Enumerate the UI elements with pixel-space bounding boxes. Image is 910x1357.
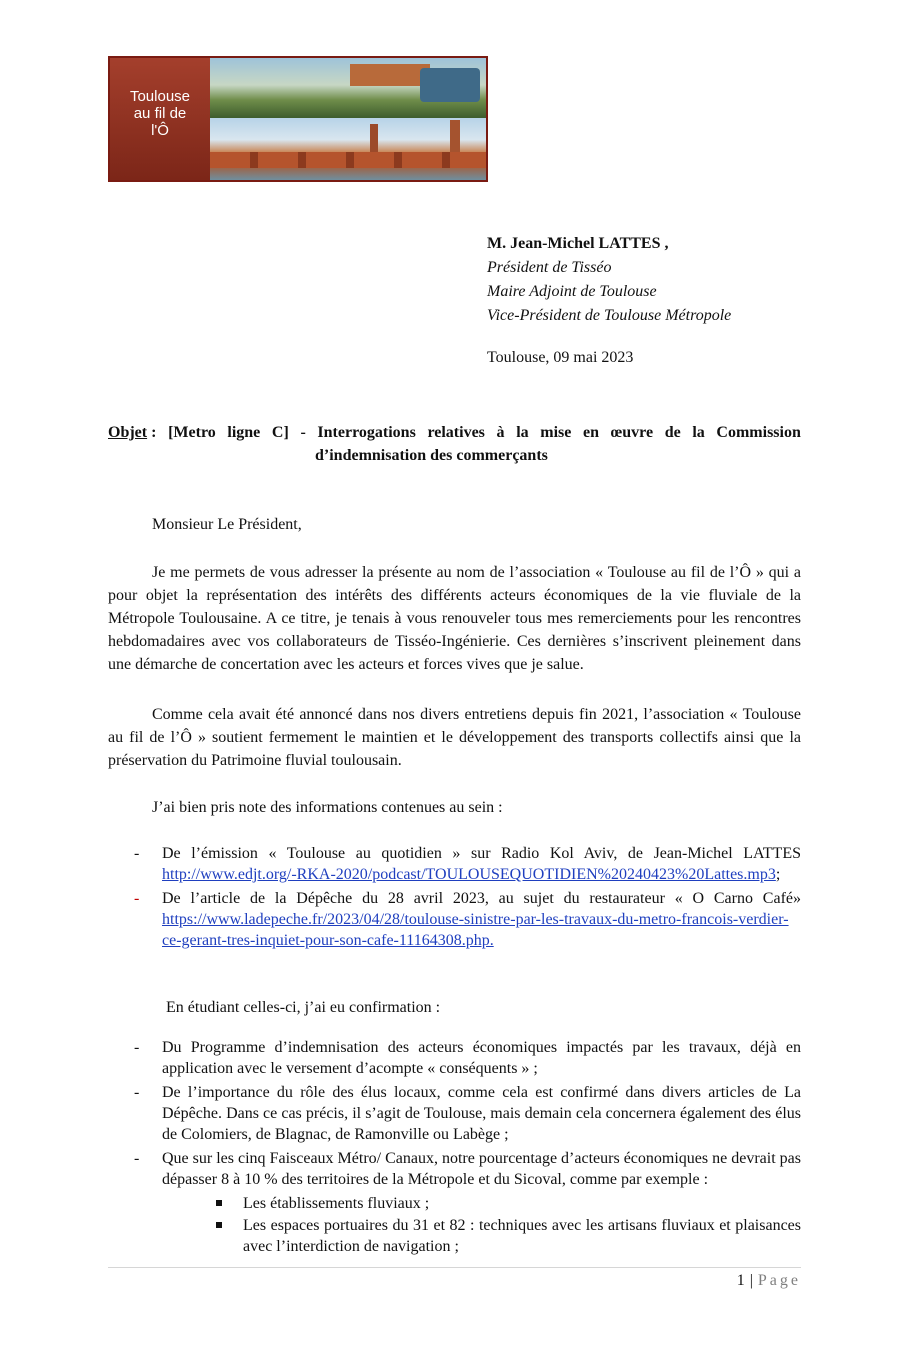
list-item-end: ;	[775, 866, 781, 883]
logo-text-line3: l'Ô	[151, 122, 169, 139]
square-bullet-icon	[216, 1222, 222, 1228]
subject-word: la	[516, 424, 529, 441]
sub-list	[108, 1193, 801, 1257]
subject-word: [Metro	[168, 424, 216, 441]
list-item-text: Que sur les cinq Faisceaux Métro/ Canaux, notre pourcentage d’acteurs économiques ne devrait pas dépasser 8 à 10 % des territoires de la Métropole et du Sicoval, comme par exemple :	[162, 1150, 801, 1188]
list-item	[108, 1082, 801, 1145]
recipient-role: Maire Adjoint de Toulouse	[487, 283, 657, 300]
article-link[interactable]: https://www.ladepeche.fr/2023/04/28/toulouse-sinistre-par-les-travaux-du-metro-francois-verdier-ce-gerant-tres-inquiet-pour-son-cafe-11164308.php.	[162, 911, 789, 949]
list-dash: -	[134, 890, 140, 907]
subject-line-1	[108, 421, 801, 444]
list-item-text: De l’article de la Dépêche du 28 avril 2023, au sujet du restaurateur « O Carno Café»	[162, 890, 801, 907]
sub-list-item	[108, 1193, 801, 1214]
subject-word: de	[664, 424, 681, 441]
subject-word: à	[496, 424, 505, 441]
subject-label: Objet	[108, 424, 148, 441]
recipient-role: Président de Tisséo	[487, 259, 612, 276]
bridge-shape	[210, 152, 486, 168]
list-dash: -	[134, 845, 140, 862]
paragraph-information: J’ai bien pris note des informations contenues au sein :	[152, 799, 503, 816]
list-dash: -	[134, 1039, 140, 1056]
subject-word: C]	[271, 424, 289, 441]
list-item	[108, 1037, 801, 1079]
barge-shape	[420, 68, 480, 102]
building-roof	[350, 64, 430, 86]
association-logo	[108, 56, 488, 182]
canal-photo	[210, 58, 486, 118]
list-item-text: De l’émission « Toulouse au quotidien » sur Radio Kol Aviv, de Jean-Michel LATTES	[162, 845, 801, 862]
confirmation-list	[108, 1037, 801, 1258]
page-word: Page	[757, 1272, 801, 1289]
logo-text	[118, 88, 202, 139]
page-number: 1	[736, 1272, 746, 1289]
subject-word: la	[692, 424, 705, 441]
sub-list-text: Les espaces portuaires du 31 et 82 : techniques avec les artisans fluviaux et plaisances avec l’interdiction de navigation ;	[243, 1217, 801, 1255]
subject-word: mise	[540, 424, 572, 441]
subject-word: en	[583, 424, 600, 441]
list-item	[108, 1148, 801, 1190]
sub-list-text: Les établissements fluviaux ;	[243, 1195, 430, 1212]
page-footer	[737, 1272, 801, 1290]
paragraph-confirmation: En étudiant celles-ci, j’ai eu confirmation :	[166, 999, 441, 1016]
list-item	[108, 888, 801, 951]
subject-line-2: d’indemnisation des commerçants	[315, 447, 548, 464]
letter-date: Toulouse, 09 mai 2023	[487, 349, 634, 366]
subject-word: Interrogations	[317, 424, 416, 441]
subject-word: -	[300, 424, 306, 441]
recipient-name: M. Jean-Michel LATTES ,	[487, 235, 669, 252]
footer-divider	[108, 1267, 801, 1268]
paragraph-support: Comme cela avait été annoncé dans nos divers entretiens depuis fin 2021, l’association « Toulouse au fil de l’Ô » soutient fermement le maintien et le développement des transports collectifs ainsi que la préservation du Patrimoine fluvial toulousain.	[108, 706, 801, 769]
list-item-text: De l’importance du rôle des élus locaux, comme cela est confirmé dans divers articles de La Dépêche. Dans ce cas précis, il s’agit de Toulouse, mais demain cela concernera également des élus de Colomiers, de Blagnac, de Ramonville ou Labège ;	[162, 1084, 801, 1143]
list-item	[108, 843, 801, 885]
podcast-link[interactable]: http://www.edjt.org/-RKA-2020/podcast/TOULOUSEQUOTIDIEN%20240423%20Lattes.mp3	[162, 866, 776, 883]
square-bullet-icon	[216, 1200, 222, 1206]
list-item-text: Du Programme d’indemnisation des acteurs économiques impactés par les travaux, déjà en application avec le versement d’acompte « conséquents » ;	[162, 1039, 801, 1077]
sub-list-item	[108, 1215, 801, 1257]
tower-shape	[370, 124, 378, 154]
recipient-block	[487, 232, 731, 328]
list-dash: -	[134, 1150, 140, 1167]
subject-line	[108, 421, 801, 467]
greeting: Monsieur Le Président,	[152, 516, 302, 533]
tower-shape	[450, 120, 460, 154]
footer-separator: |	[745, 1272, 758, 1289]
subject-word: relatives	[427, 424, 485, 441]
list-dash: -	[134, 1084, 140, 1101]
subject-word: Commission	[716, 424, 801, 441]
subject-colon: :	[147, 424, 157, 441]
subject-word: œuvre	[610, 424, 654, 441]
bridge-photo	[210, 118, 486, 180]
subject-label-group	[108, 421, 156, 444]
subject-word: ligne	[227, 424, 261, 441]
recipient-role: Vice-Président de Toulouse Métropole	[487, 307, 732, 324]
logo-text-line2: au fil de	[133, 105, 187, 122]
logo-text-line1: Toulouse	[129, 88, 191, 105]
sources-list	[108, 843, 801, 954]
paragraph-intro: Je me permets de vous adresser la présente au nom de l’association « Toulouse au fil de l’Ô » qui a pour objet la représentation des intérêts des différents acteurs économiques de la vie fluviale de la Métropole Toulousaine. A ce titre, je tenais à vous renouveler tous mes remerciements pour les rencontres hebdomadaires avec vos collaborateurs de Tisséo-Ingénierie. Ces dernières s’inscrivent pleinement dans une démarche de concertation avec les acteurs et forces vives que je salue.	[108, 564, 801, 673]
